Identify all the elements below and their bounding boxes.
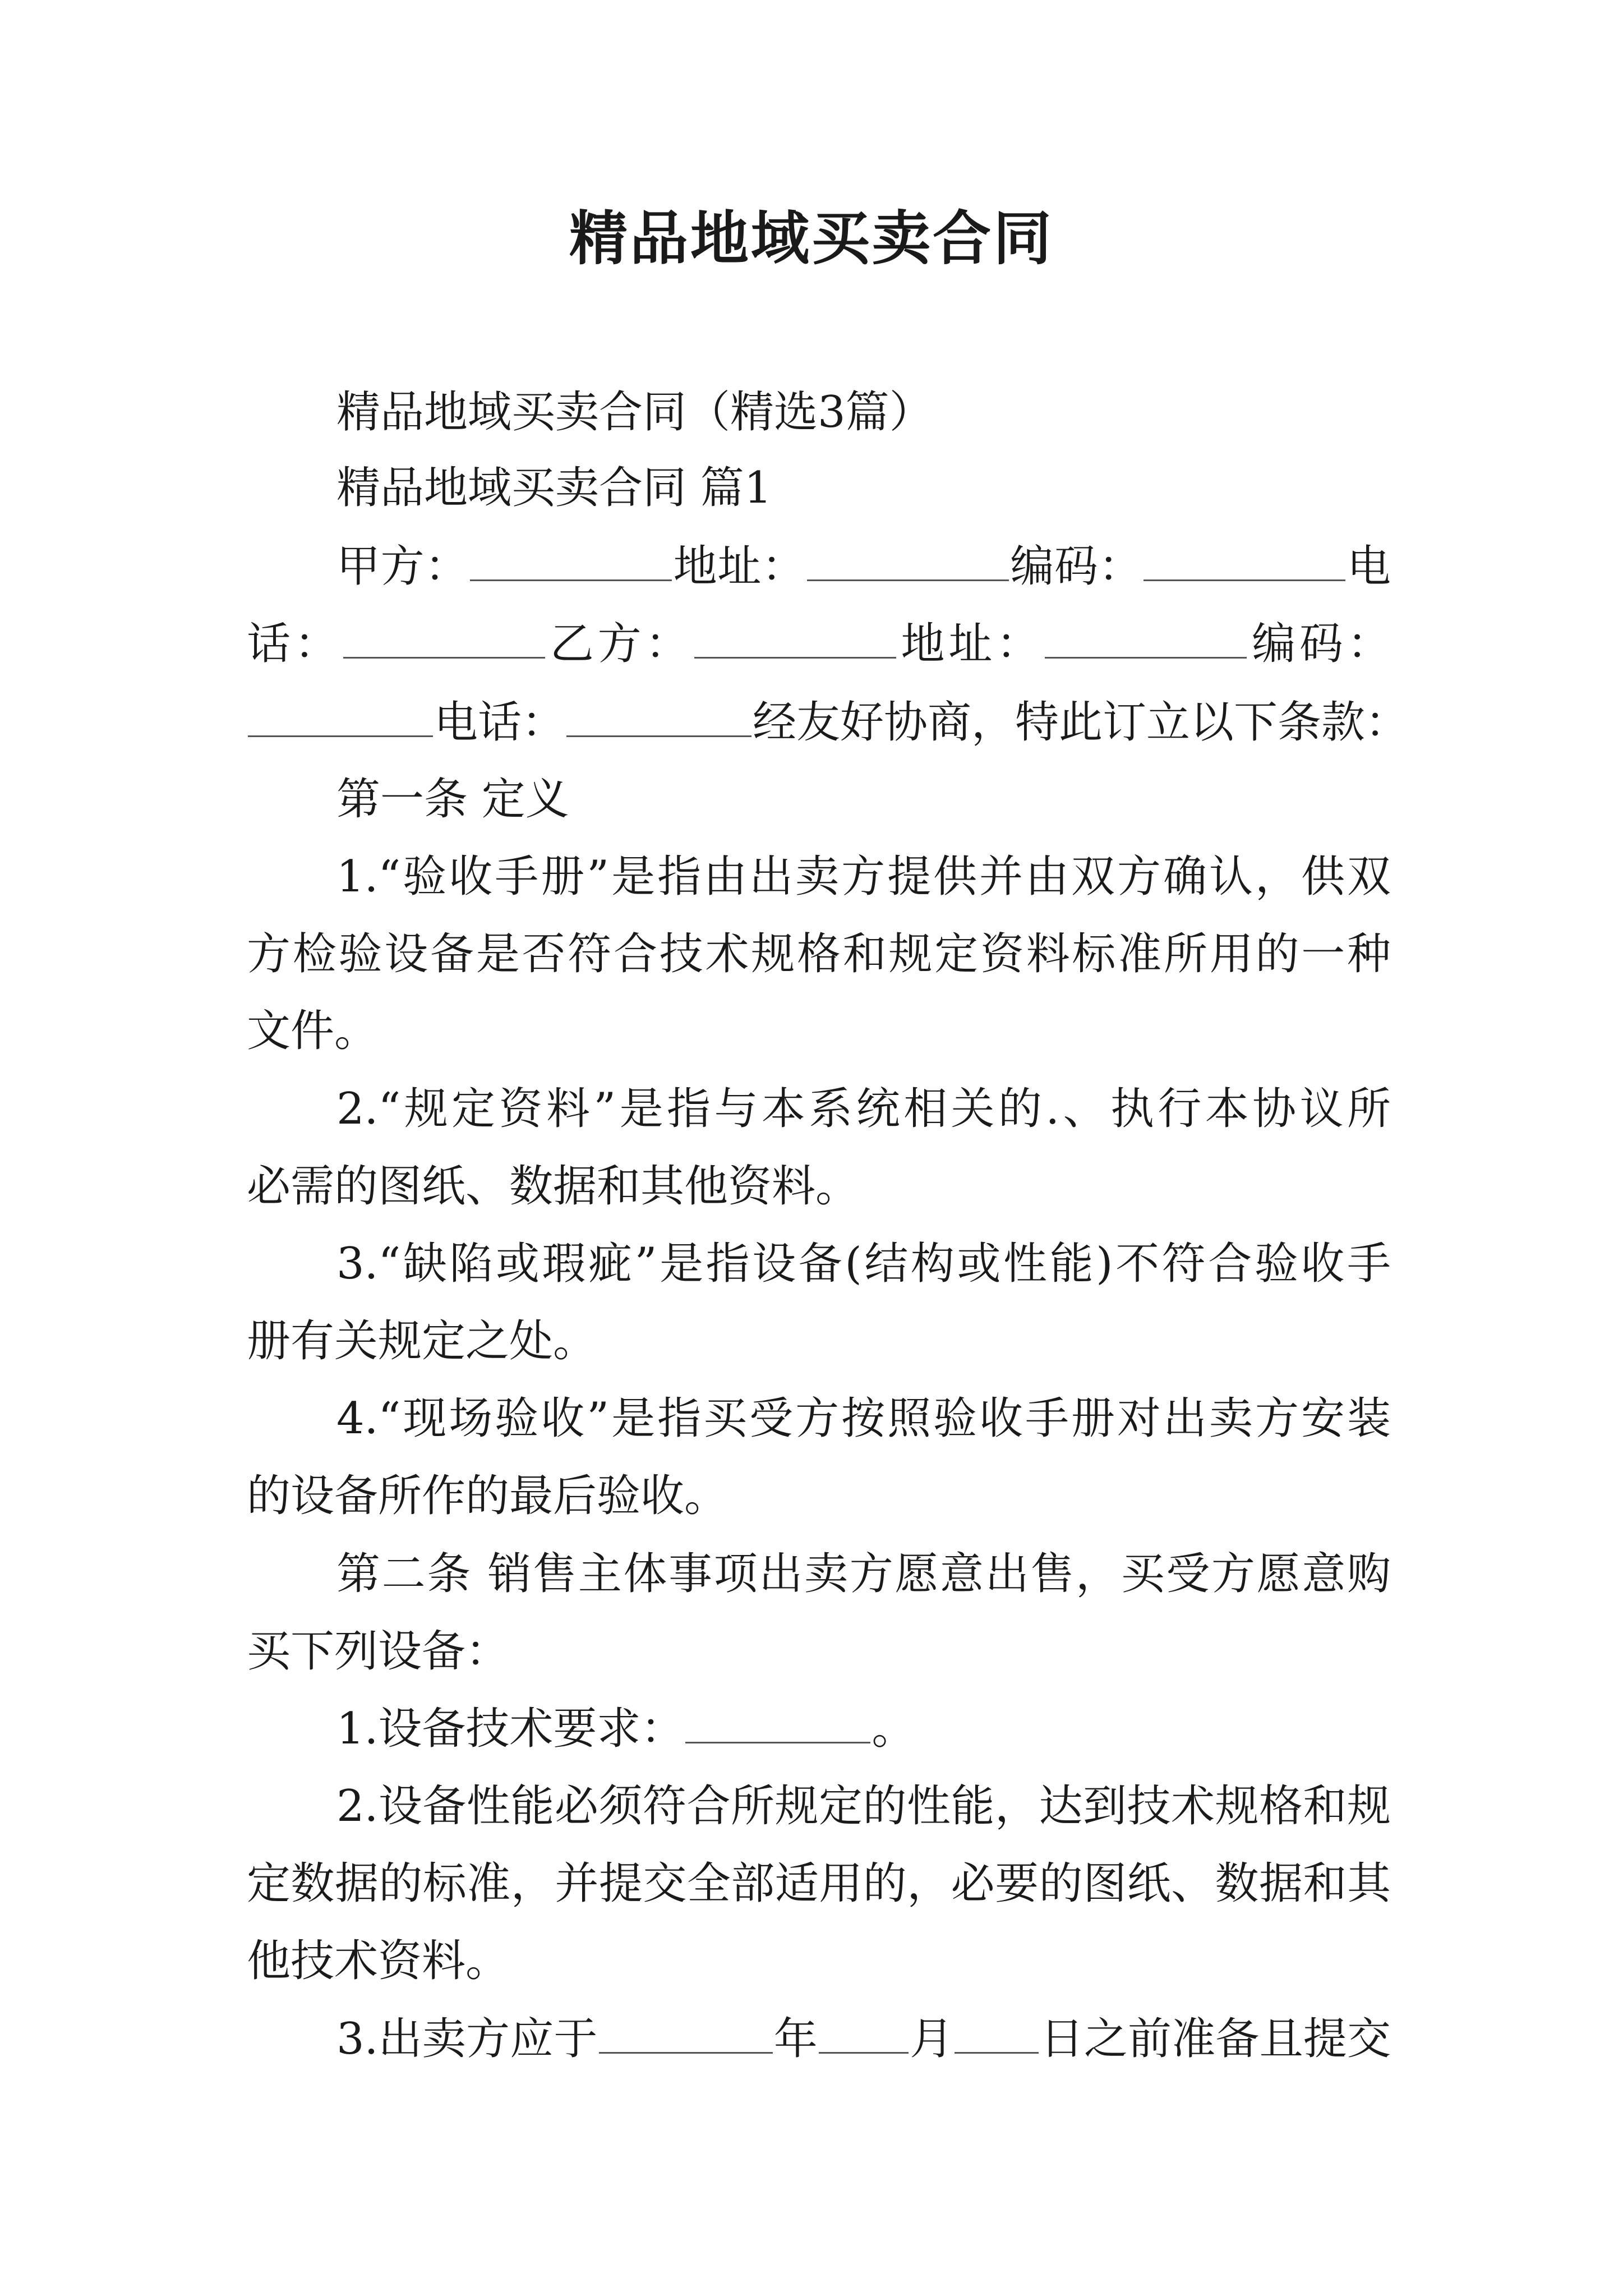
article-2-line-2: 买下列设备： [247,1626,510,1677]
code-label: 编码： [1009,541,1143,592]
section-heading: 精品地域买卖合同 篇1 [336,463,772,513]
parties-line-2 [247,613,1391,675]
article-2-item-2-line-3: 他技术资料。 [247,1936,510,1986]
party-b-label: 乙方： [546,619,693,669]
year-label: 年 [773,2014,818,2064]
subtitle: 精品地域买卖合同（精选3篇） [336,387,933,438]
article-1-item-3-line-2: 册有关规定之处。 [247,1316,597,1366]
party-a-label: 甲方： [336,541,469,592]
document-title: 精品地域买卖合同 [569,204,1054,273]
address-blank [807,540,1009,581]
party-b-phone-label: 电话： [434,697,566,748]
party-b-code-label: 编码： [1248,619,1391,669]
phone-label-end: 话： [247,619,342,669]
article-1-item-3-line-1: 3.“缺陷或瑕疵”是指设备(结构或性能)不符合验收手 [336,1239,1391,1289]
party-b-phone-blank [566,696,751,737]
month-blank [819,2013,909,2054]
article-1-item-1-line-3: 文件。 [247,1006,379,1056]
party-a-blank [470,540,672,581]
article-2-item-3-line-1 [336,2008,1391,2070]
article-1-item-2-line-1: 2.“规定资料”是指与本系统相关的.、执行本协议所 [336,1084,1391,1134]
agreement-intro: 经友好协商，特此订立以下条款： [753,697,1409,748]
day-blank [955,2013,1039,2054]
article-1-item-4-line-2: 的设备所作的最后验收。 [247,1471,728,1521]
article-2-line-1: 第二条 销售主体事项出卖方愿意出售，买受方愿意购 [336,1549,1391,1599]
party-b-code-blank [248,696,433,737]
article-2-item-2-line-2: 定数据的标准，并提交全部适用的，必要的图纸、数据和其 [247,1858,1391,1909]
delivery-date-prefix: 3.出卖方应于 [336,2014,598,2064]
tech-requirements-end: 。 [872,1704,916,1754]
article-1-item-1-line-1: 1.“验收手册”是指由出卖方提供并由双方确认，供双 [336,852,1391,902]
party-b-address-blank [1045,618,1247,659]
article-1-item-4-line-1: 4.“现场验收”是指买受方按照验收手册对出卖方安装 [336,1393,1391,1444]
parties-line-3 [247,692,1409,753]
tech-requirements-blank [685,1703,870,1743]
parties-line-1 [336,536,1391,597]
article-1-heading: 第一条 定义 [336,774,569,825]
phone-blank [343,618,545,659]
party-b-blank [694,618,896,659]
article-1-item-2-line-2: 必需的图纸、数据和其他资料。 [247,1161,860,1212]
article-2-item-2-line-1: 2.设备性能必须符合所规定的性能，达到技术规格和规 [336,1781,1391,1832]
phone-label-start: 电 [1347,541,1391,592]
year-blank [599,2013,773,2054]
delivery-date-suffix: 日之前准备且提交 [1040,2014,1391,2064]
article-2-item-1 [336,1698,1391,1760]
month-label: 月 [910,2014,954,2064]
code-blank [1144,540,1345,581]
party-b-address-label: 地址： [897,619,1044,669]
address-label: 地址： [673,541,806,592]
tech-requirements-label: 1.设备技术要求： [336,1704,685,1754]
article-1-item-1-line-2: 方检验设备是否符合技术规格和规定资料标准所用的一种 [247,929,1391,979]
